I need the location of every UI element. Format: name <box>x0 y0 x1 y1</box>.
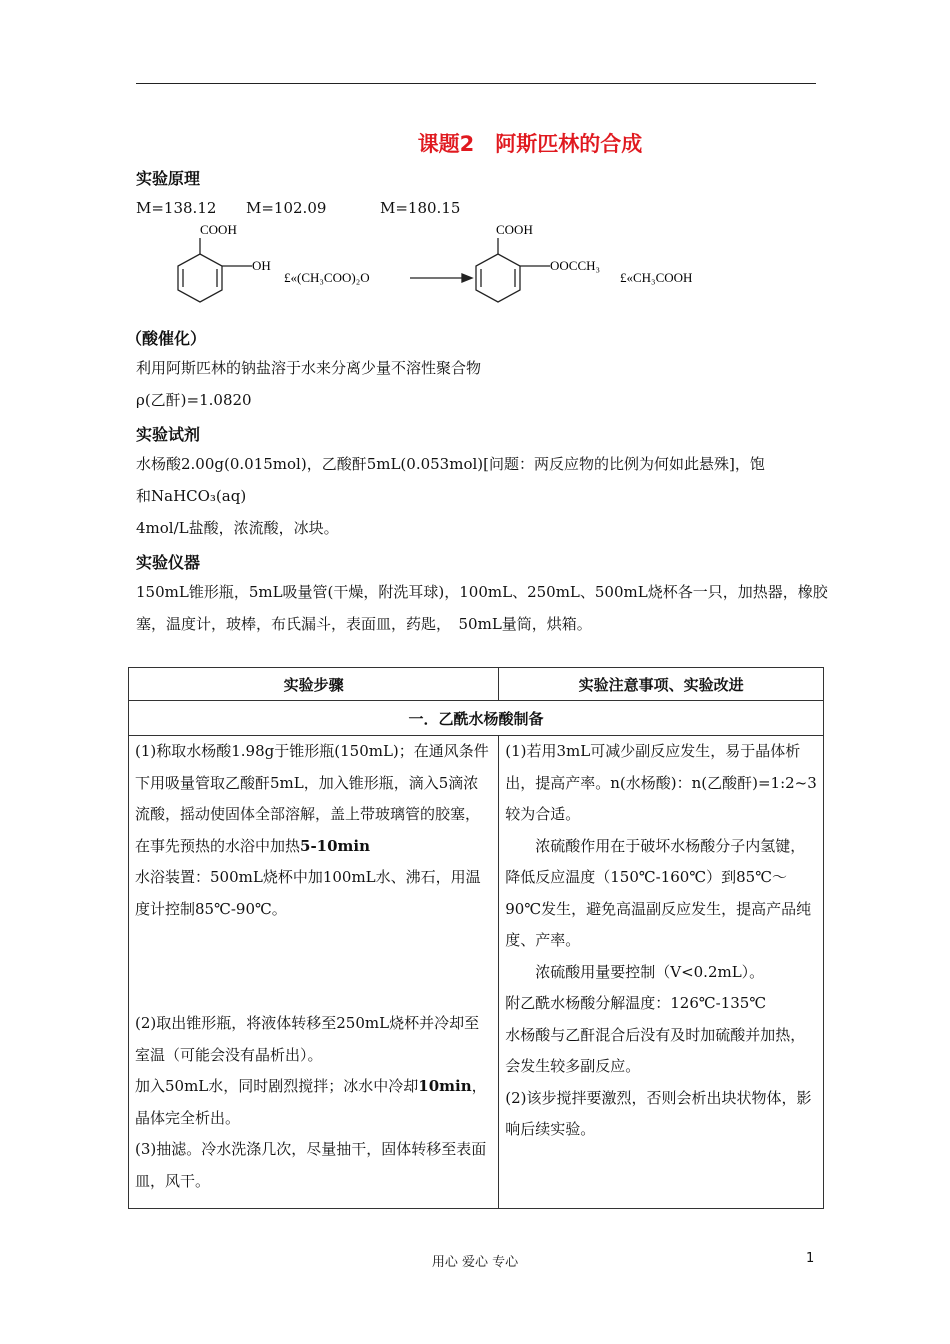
col-header-steps: 实验步骤 <box>129 668 499 701</box>
molar-mass-1: M=138.12 <box>136 199 217 217</box>
step-3: (3)抽滤。冷水洗涤几次，尽量抽干，固体转移至表面皿，风干。 <box>135 1140 487 1190</box>
section-heading-principle: 实验原理 <box>136 169 201 188</box>
reagent-label: £«(CH₃COO)₂O <box>284 270 370 285</box>
cooh-left-label: COOH <box>200 222 237 237</box>
reagents-line-1: 水杨酸2.00g(0.015mol)，乙酸酐5mL(0.053mol)[问题：两反应物的比例为何如此悬殊]，饱 <box>136 455 765 473</box>
note-1: (1)若用3mL可减少副反应发生，易于晶体析出，提高产率。n(水杨酸)：n(乙酸酐)=1:2~3较为合适。 <box>505 742 817 823</box>
molar-mass-2: M=102.09 <box>246 199 327 217</box>
header-rule <box>136 83 816 84</box>
note-5: 水杨酸与乙酐混合后没有及时加硫酸并加热，会发生较多副反应。 <box>505 1025 806 1075</box>
byproduct-label: £«CH₃COOH <box>620 270 693 285</box>
page-title: 课题2 阿斯匹林的合成 <box>417 132 643 156</box>
notes-cell <box>499 736 824 1209</box>
reagents-line-2: 和NaHCO₃(aq) <box>136 487 247 505</box>
note-4: 附乙酰水杨酸分解温度：126℃-135℃ <box>505 994 767 1012</box>
section-title-preparation: 一．乙酰水杨酸制备 <box>129 701 824 736</box>
step-1-bath: 水浴装置：500mL烧杯中加100mL水、沸石，用温度计控制85℃-90℃。 <box>135 868 481 918</box>
molar-mass-3: M=180.15 <box>380 199 461 217</box>
separation-note: 利用阿斯匹林的钠盐溶于水来分离少量不溶性聚合物 <box>136 359 482 377</box>
section-heading-reagents: 实验试剂 <box>136 425 201 444</box>
note-2: 浓硫酸作用在于破坏水杨酸分子内氢键，降低反应温度（150℃-160℃）到85℃～90℃发生，避免高温副反应发生，提高产品纯度、产率。 <box>505 836 812 949</box>
col-header-notes: 实验注意事项、实验改进 <box>499 668 824 701</box>
apparatus-line-1: 150mL锥形瓶，5mL吸量管(干燥，附洗耳球)，100mL、250mL、500mL烧杯各一只，加热器，橡胶 <box>136 583 828 601</box>
section-heading-apparatus: 实验仪器 <box>136 553 201 572</box>
step-1: (1)称取水杨酸1.98g于锥形瓶(150mL)；在通风条件下用吸量管取乙酸酐5mL，加入锥形瓶，滴入5滴浓流酸，摇动使固体全部溶解，盖上带玻璃管的胶塞，在事先预热的水浴中加热5-10min <box>135 742 489 855</box>
apparatus-line-2: 塞，温度计，玻棒，布氏漏斗，表面皿，药匙， 50mL量筒，烘箱。 <box>136 615 592 633</box>
step-2: (2)取出锥形瓶，将液体转移至250mL烧杯并冷却至室温（可能会没有晶析出）。 <box>135 1014 480 1064</box>
procedure-table <box>128 667 824 1209</box>
catalysis-note: （酸催化） <box>126 329 207 348</box>
reagents-line-3: 4mol/L盐酸，浓流酸，冰块。 <box>136 519 339 537</box>
note-6: (2)该步搅拌要激烈，否则会析出块状物体，影响后续实验。 <box>505 1088 812 1138</box>
footer-motto: 用心 爱心 专心 <box>431 1255 519 1270</box>
reaction-scheme <box>170 218 730 308</box>
oh-label: OH <box>252 258 271 273</box>
ester-label: OOCCH₃ <box>550 258 601 273</box>
cooh-right-label: COOH <box>496 222 533 237</box>
page-number: 1 <box>806 1251 815 1266</box>
step-2-cooling: 加入50mL水，同时剧烈搅拌；冰水中冷却10min，晶体完全析出。 <box>135 1077 487 1127</box>
steps-cell <box>129 736 499 1209</box>
note-3: 浓硫酸用量要控制（V<0.2mL）。 <box>535 962 765 981</box>
density-note: ρ(乙酐)=1.0820 <box>136 391 252 409</box>
